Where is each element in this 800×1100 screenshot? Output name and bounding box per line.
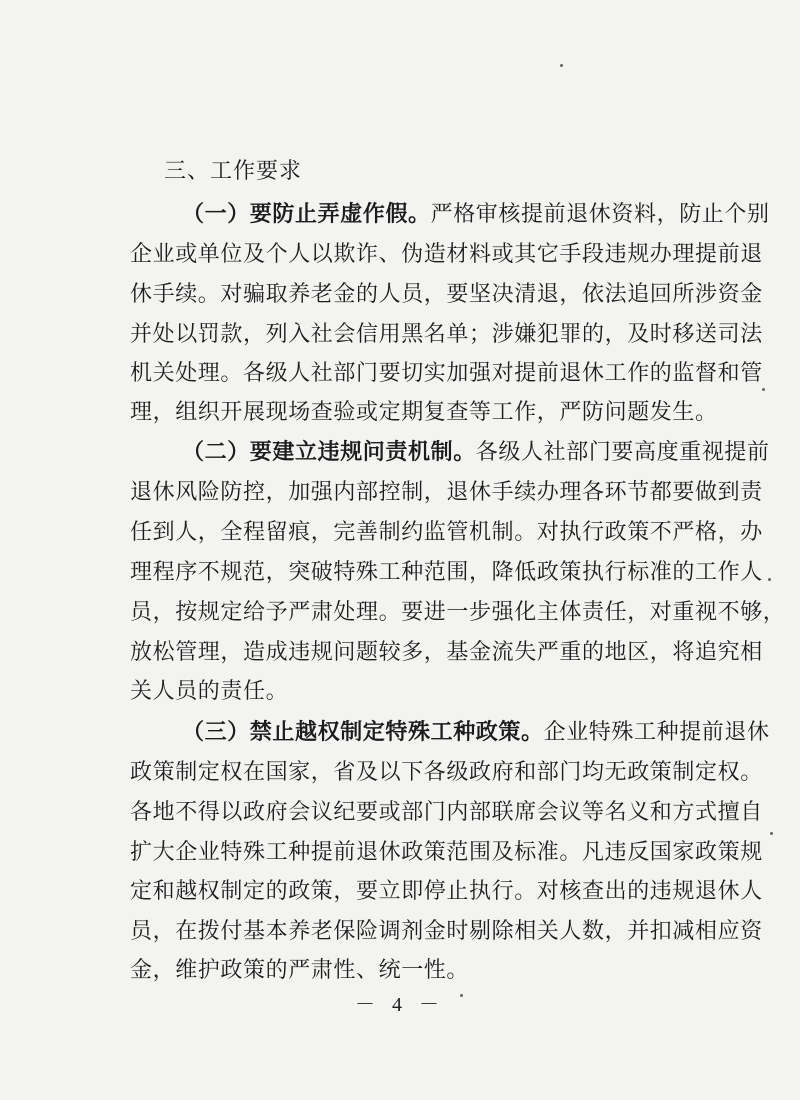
paragraph-3-line-5: 定和越权制定的政策，要立即停止执行。对核查出的违规退休人 <box>130 879 763 904</box>
paragraph-3-line-4: 扩大企业特殊工种提前退休政策范围及标准。凡违反国家政策规 <box>130 840 763 865</box>
paragraph-3-line-6: 员，在拨付基本养老保险调剂金时剔除相关人数，并扣减相应资 <box>130 919 763 944</box>
paragraph-1-title: （一）要防止弄虚作假。 <box>182 202 431 227</box>
paragraph-3-line-2: 政策制定权在国家，省及以下各级政府和部门均无政策制定权。 <box>130 760 763 785</box>
page-number: － 4 － <box>355 994 445 1016</box>
paragraph-3-first-line <box>182 718 770 748</box>
scan-speck <box>560 64 563 67</box>
paragraph-2-first-line <box>182 438 770 468</box>
paragraph-3-line-7: 金，维护政策的严肃性、统一性。 <box>130 958 470 983</box>
scan-speck <box>762 388 765 391</box>
paragraph-2-title: （二）要建立违规问责机制。 <box>182 440 476 465</box>
paragraph-2-line-7: 关人员的责任。 <box>130 679 289 704</box>
scan-speck <box>768 578 771 581</box>
section-heading: 三、工作要求 <box>164 159 303 184</box>
scan-speck <box>460 994 463 997</box>
paragraph-2-line-2: 退休风险防控，加强内部控制，退休手续办理各环节都要做到责 <box>130 480 763 505</box>
paragraph-1-line-2: 企业或单位及个人以欺诈、伪造材料或其它手段违规办理提前退 <box>130 242 763 267</box>
paragraph-1-line-1: 严格审核提前退休资料，防止个别 <box>430 202 770 227</box>
paragraph-1-line-5: 机关处理。各级人社部门要切实加强对提前退休工作的监督和管 <box>130 361 763 386</box>
paragraph-2-line-3: 任到人，全程留痕，完善制约监管机制。对执行政策不严格，办 <box>130 520 763 545</box>
paragraph-2-line-6: 放松管理，造成违规问题较多，基金流失严重的地区，将追究相 <box>130 640 763 665</box>
paragraph-2-line-5: 员，按规定给予严肃处理。要进一步强化主体责任，对重视不够， <box>130 600 786 625</box>
paragraph-1-line-4: 并处以罚款，列入社会信用黑名单；涉嫌犯罪的，及时移送司法 <box>130 322 763 347</box>
paragraph-3-title: （三）禁止越权制定特殊工种政策。 <box>182 720 544 745</box>
paragraph-1-line-6: 理，组织开展现场查验或定期复查等工作，严防问题发生。 <box>130 400 718 425</box>
paragraph-3-line-3: 各地不得以政府会议纪要或部门内部联席会议等名义和方式擅自 <box>130 800 763 825</box>
paragraph-2-line-1: 各级人社部门要高度重视提前 <box>475 440 770 465</box>
paragraph-3-line-1: 企业特殊工种提前退休 <box>543 720 770 745</box>
paragraph-1-line-3: 休手续。对骗取养老金的人员，要坚决清退，依法追回所涉资金 <box>130 282 763 307</box>
paragraph-1-first-line <box>182 200 770 230</box>
paragraph-2-line-4: 理程序不规范，突破特殊工种范围，降低政策执行标准的工作人 <box>130 560 763 585</box>
scan-speck <box>770 832 773 835</box>
